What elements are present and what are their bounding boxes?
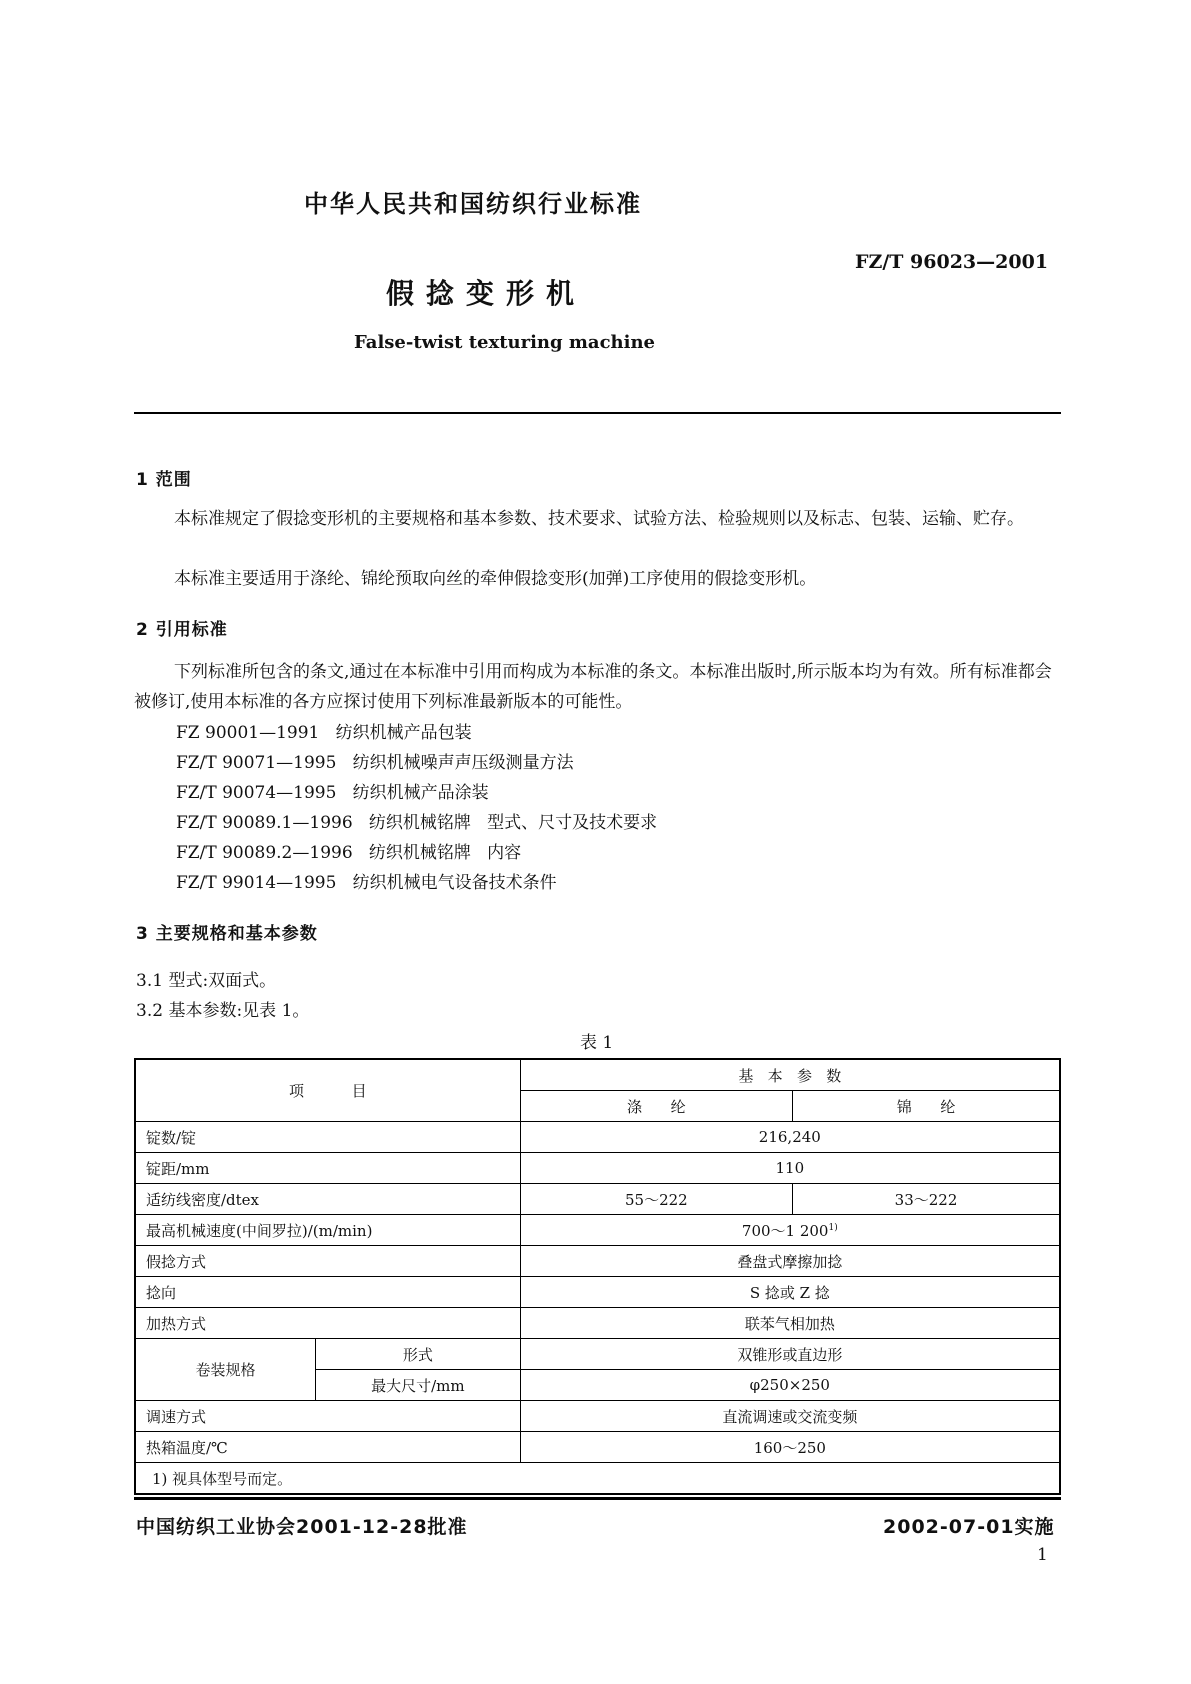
row-value: 直流调速或交流变频 [520, 1401, 1060, 1432]
reference-list [176, 718, 657, 898]
header-params: 基 本 参 数 [520, 1059, 1060, 1091]
row-label: 捻向 [135, 1277, 520, 1308]
row-value: 叠盘式摩擦加捻 [520, 1246, 1060, 1277]
clause-3-2: 3.2 基本参数:见表 1。 [136, 1001, 310, 1021]
table-caption: 表 1 [580, 1033, 614, 1053]
row-sublabel: 最大尺寸/mm [316, 1370, 521, 1401]
reference-item: FZ/T 90089.2—1996 纺织机械铭牌 内容 [176, 843, 522, 863]
row-sublabel: 形式 [316, 1339, 521, 1370]
row-value-nylon: 33～222 [793, 1184, 1060, 1215]
section-1-paragraph-2: 本标准主要适用于涤纶、锦纶预取向丝的牵伸假捻变形(加弹)工序使用的假捻变形机。 [174, 569, 817, 589]
reference-item: FZ/T 90089.1—1996 纺织机械铭牌 型式、尺寸及技术要求 [176, 813, 658, 833]
approval-line: 中国纺织工业协会2001-12-28批准 [136, 1516, 468, 1538]
row-value [520, 1215, 1060, 1246]
section-2-paragraph: 下列标准所包含的条文,通过在本标准中引用而构成为本标准的条文。本标准出版时,所示版本均为有效。所有标准都会被修订,使用本标准的各方应探讨使用下列标准最新版本的可能性。 [134, 662, 1052, 712]
row-label: 调速方式 [135, 1401, 520, 1432]
row-label: 适纺线密度/dtex [135, 1184, 520, 1215]
reference-item: FZ 90001—1991 纺织机械产品包装 [176, 723, 472, 743]
table-row [135, 1401, 1060, 1432]
org-title: 中华人民共和国纺织行业标准 [304, 190, 642, 218]
section-1-heading: 1 范围 [136, 470, 192, 490]
footer-rule [134, 1497, 1061, 1500]
spec-table [134, 1058, 1061, 1495]
row-label: 假捻方式 [135, 1246, 520, 1277]
row-label: 锭距/mm [135, 1153, 520, 1184]
reference-item: FZ/T 99014—1995 纺织机械电气设备技术条件 [176, 873, 557, 893]
table-row [135, 1215, 1060, 1246]
document-title: 假捻变形机 [386, 277, 587, 310]
row-value: S 捻或 Z 捻 [520, 1277, 1060, 1308]
reference-item: FZ/T 90074—1995 纺织机械产品涂装 [176, 783, 489, 803]
document-subtitle: False-twist texturing machine [354, 332, 656, 353]
table-header-row [135, 1059, 1060, 1091]
table-footnote: 1) 视具体型号而定。 [135, 1463, 1060, 1495]
row-value: 110 [520, 1153, 1060, 1184]
standard-number: FZ/T 96023—2001 [855, 251, 1049, 273]
table-row [135, 1339, 1060, 1370]
table-row [135, 1277, 1060, 1308]
row-value: 联苯气相加热 [520, 1308, 1060, 1339]
row-value-polyester: 55～222 [520, 1184, 792, 1215]
page-number: 1 [1037, 1545, 1048, 1565]
header-nylon: 锦 纶 [793, 1091, 1060, 1122]
footnote-mark: 1) [828, 1222, 838, 1233]
table-row [135, 1153, 1060, 1184]
clause-3-1: 3.1 型式:双面式。 [136, 971, 277, 991]
table-row [135, 1122, 1060, 1153]
reference-item: FZ/T 90071—1995 纺织机械噪声声压级测量方法 [176, 753, 574, 773]
section-1-paragraph-1: 本标准规定了假捻变形机的主要规格和基本参数、技术要求、试验方法、检验规则以及标志、包装、运输、贮存。 [174, 509, 1024, 529]
section-3-heading: 3 主要规格和基本参数 [136, 924, 318, 944]
header-polyester: 涤 纶 [520, 1091, 792, 1122]
row-value: 双锥形或直边形 [520, 1339, 1060, 1370]
table-row [135, 1308, 1060, 1339]
row-value: 160～250 [520, 1432, 1060, 1463]
header-rule [134, 412, 1061, 414]
table-row [135, 1432, 1060, 1463]
row-label: 卷装规格 [135, 1339, 316, 1401]
row-label: 锭数/锭 [135, 1122, 520, 1153]
section-2-heading: 2 引用标准 [136, 620, 228, 640]
implementation-date: 2002-07-01实施 [883, 1516, 1055, 1538]
table-footnote-row [135, 1463, 1060, 1495]
table-row [135, 1246, 1060, 1277]
row-value: φ250×250 [520, 1370, 1060, 1401]
row-label: 最高机械速度(中间罗拉)/(m/min) [135, 1215, 520, 1246]
row-label: 热箱温度/℃ [135, 1432, 520, 1463]
row-label: 加热方式 [135, 1308, 520, 1339]
row-value: 216,240 [520, 1122, 1060, 1153]
header-item: 项 目 [135, 1059, 520, 1122]
table-row [135, 1184, 1060, 1215]
speed-value: 700～1 200 [741, 1221, 829, 1240]
